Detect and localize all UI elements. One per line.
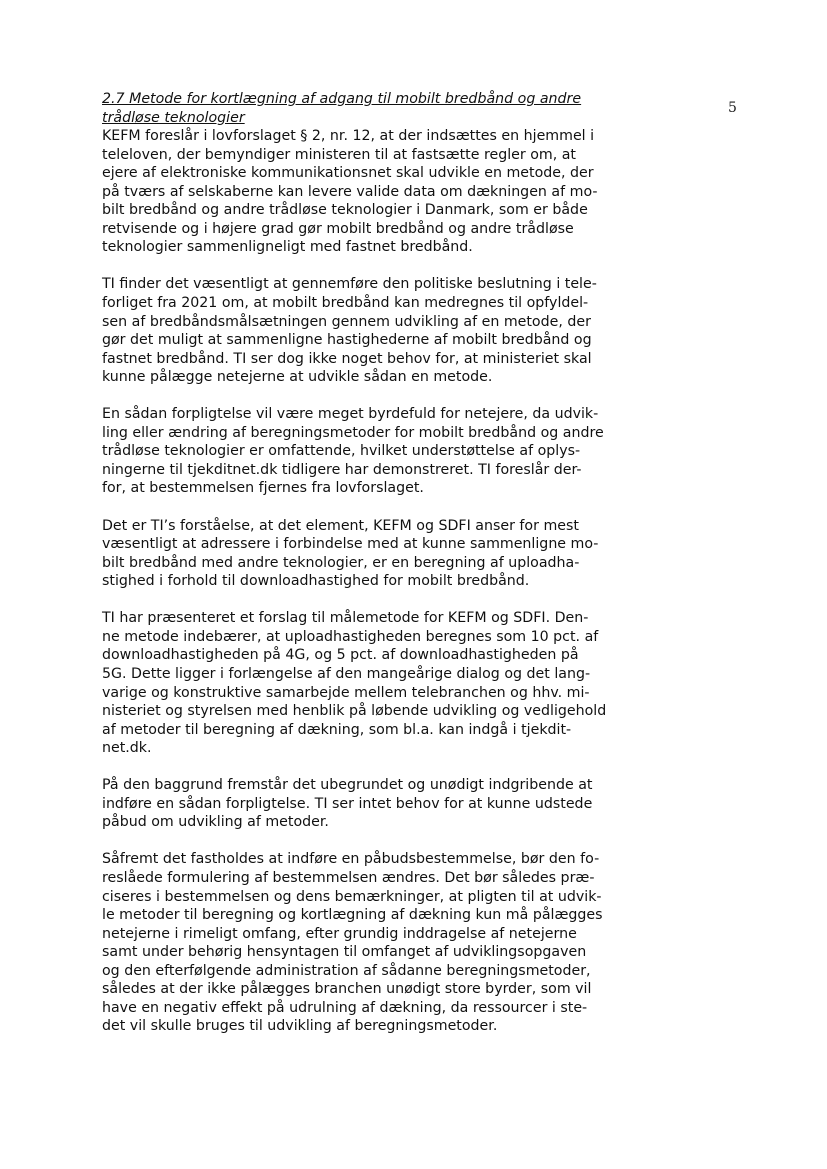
text-line: teleloven, der bemyndiger ministeren til at fastsætte regler om, at [102, 146, 576, 163]
text-line: På den baggrund fremstår det ubegrundet og unødigt indgribende at [102, 777, 593, 794]
text-line: nisteriet og styrelsen med henblik på løbende udvikling og vedligehold [102, 703, 607, 720]
section-heading [102, 90, 662, 127]
text-line: og den efterfølgende administration af sådanne beregningsmetoder, [102, 962, 591, 979]
text-line: således at der ikke pålægges branchen unødigt store byrder, som vil [102, 981, 592, 998]
text-line: ciseres i bestemmelsen og dens bemærkninger, at pligten til at udvik- [102, 888, 602, 905]
text-line: påbud om udvikling af metoder. [102, 814, 329, 831]
text-line: downloadhastigheden på 4G, og 5 pct. af downloadhastigheden på [102, 647, 579, 664]
text-line: le metoder til beregning og kortlægning af dækning kun må pålægges [102, 907, 603, 924]
paragraph [102, 850, 662, 1035]
document-body [102, 90, 662, 1054]
text-line: bilt bredbånd med andre teknologier, er en beregning af uploadha- [102, 554, 580, 571]
text-line: TI finder det væsentligt at gennemføre den politiske beslutning i tele- [102, 276, 597, 293]
heading-line: trådløse teknologier [102, 109, 245, 126]
text-line: gør det muligt at sammenligne hastighederne af mobilt bredbånd og [102, 332, 592, 349]
text-line: have en negativ effekt på udrulning af dækning, da ressourcer i ste- [102, 999, 588, 1016]
paragraph [102, 405, 662, 498]
text-line: net.dk. [102, 740, 152, 757]
text-line: trådløse teknologier er omfattende, hvilket understøttelse af oplys- [102, 443, 581, 460]
text-line: det vil skulle bruges til udvikling af beregningsmetoder. [102, 1018, 498, 1035]
text-line: stighed i forhold til downloadhastighed for mobilt bredbånd. [102, 573, 530, 590]
text-line: ejere af elektroniske kommunikationsnet skal udvikle en metode, der [102, 165, 594, 182]
text-line: ningerne til tjekditnet.dk tidligere har demonstreret. TI foreslår der- [102, 461, 582, 478]
text-line: bilt bredbånd og andre trådløse teknologier i Danmark, som er både [102, 202, 588, 219]
paragraph [102, 517, 662, 591]
paragraph [102, 275, 662, 386]
paragraph [102, 127, 662, 257]
text-line: kunne pålægge netejerne at udvikle sådan en metode. [102, 369, 493, 386]
text-line: sen af bredbåndsmålsætningen gennem udvikling af en metode, der [102, 313, 591, 330]
text-line: ne metode indebærer, at uploadhastigheden beregnes som 10 pct. af [102, 628, 599, 645]
text-line: TI har præsenteret et forslag til målemetode for KEFM og SDFI. Den- [102, 610, 589, 627]
text-line: forliget fra 2021 om, at mobilt bredbånd kan medregnes til opfyldel- [102, 295, 589, 312]
text-line: retvisende og i højere grad gør mobilt bredbånd og andre trådløse [102, 220, 574, 237]
paragraph [102, 609, 662, 757]
text-line: væsentligt at adressere i forbindelse med at kunne sammenligne mo- [102, 536, 599, 553]
heading-line: 2.7 Metode for kortlægning af adgang til mobilt bredbånd og andre [102, 91, 582, 107]
text-line: indføre en sådan forpligtelse. TI ser intet behov for at kunne udstede [102, 795, 593, 812]
paragraphs [102, 127, 662, 1036]
text-line: ling eller ændring af beregningsmetoder for mobilt bredbånd og andre [102, 424, 604, 441]
text-line: reslåede formulering af bestemmelsen ændres. Det bør således præ- [102, 869, 595, 886]
page-number: 5 [728, 100, 737, 116]
text-line: netejerne i rimeligt omfang, efter grundig inddragelse af netejerne [102, 925, 577, 942]
text-line: En sådan forpligtelse vil være meget byrdefuld for netejere, da udvik- [102, 406, 599, 423]
text-line: Det er TI’s forståelse, at det element, KEFM og SDFI anser for mest [102, 517, 579, 534]
text-line: teknologier sammenligneligt med fastnet bredbånd. [102, 239, 473, 256]
text-line: fastnet bredbånd. TI ser dog ikke noget behov for, at ministeriet skal [102, 350, 592, 367]
text-line: varige og konstruktive samarbejde mellem telebranchen og hhv. mi- [102, 684, 590, 701]
paragraph [102, 776, 662, 832]
text-line: KEFM foreslår i lovforslaget § 2, nr. 12, at der indsættes en hjemmel i [102, 128, 595, 145]
text-line: samt under behørig hensyntagen til omfanget af udviklingsopgaven [102, 944, 587, 961]
text-line: 5G. Dette ligger i forlængelse af den mangeårige dialog og det lang- [102, 665, 591, 682]
text-line: af metoder til beregning af dækning, som bl.a. kan indgå i tjekdit- [102, 721, 572, 738]
text-line: for, at bestemmelsen fjernes fra lovforslaget. [102, 480, 424, 497]
text-line: Såfremt det fastholdes at indføre en påbudsbestemmelse, bør den fo- [102, 851, 600, 868]
text-line: på tværs af selskaberne kan levere valide data om dækningen af mo- [102, 183, 598, 200]
